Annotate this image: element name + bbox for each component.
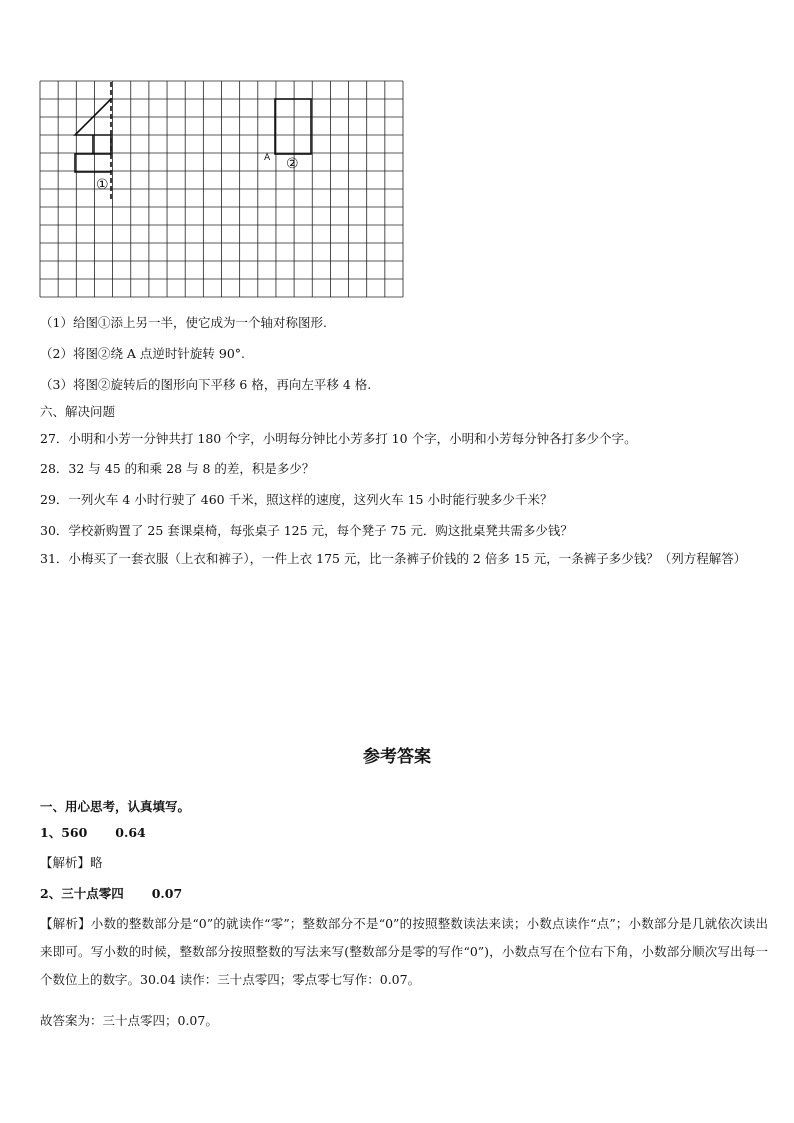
answers-title: 参考答案 <box>363 747 431 767</box>
instruction-2: （2）将图②绕 A 点逆时针旋转 90°. <box>40 346 246 361</box>
problem-28: 28．32 与 45 的和乘 28 与 8 的差，积是多少？ <box>40 461 315 476</box>
label-circle-1: ① <box>96 177 109 193</box>
problem-29: 29．一列火车 4 小时行驶了 460 千米，照这样的速度，这列火车 15 小时能行驶多少千米？ <box>40 492 553 507</box>
answer-1-analysis: 【解析】略 <box>40 855 103 870</box>
shape-2 <box>275 99 311 154</box>
section-6-heading: 六、解决问题 <box>40 404 116 419</box>
shape-2-rect <box>275 99 311 154</box>
problem-27: 27．小明和小芳一分钟共打 180 个字，小明每分钟比小芳多打 10 个字，小明和小芳每分钟各打多少个字。 <box>40 431 637 446</box>
answers-section-1-heading: 一、用心思考，认真填写。 <box>40 799 191 814</box>
problem-30: 30．学校新购置了 25 套课桌椅，每张桌子 125 元，每个凳子 75 元．购这批桌凳共需多少钱？ <box>40 523 573 538</box>
instruction-1: （1）给图①添上另一半，使它成为一个轴对称图形. <box>40 315 327 330</box>
answer-2-conclusion: 故答案为：三十点零四；0.07。 <box>40 1013 218 1028</box>
answer-2-analysis: 【解析】小数的整数部分是“0”的就读作“零”；整数部分不是“0”的按照整数读法来读；小数点读作“点”；小数部分是几就依次读出来即可。写小数的时候，整数部分按照整数的写法来写(整数部分是零的写作“0”)，小数点写在个位右下角，小数部分顺次写出每一个数位上的数字。30.04 读作：三十点零四；零点零七写作：0.07。 <box>40 916 768 987</box>
answer-2-first: 2、三十点零四 <box>40 886 124 901</box>
grid-lines <box>40 81 403 297</box>
answer-1-first: 1、560 <box>40 825 88 840</box>
label-circle-2: ② <box>286 156 299 172</box>
instruction-3: （3）将图②旋转后的图形向下平移 6 格，再向左平移 4 格. <box>40 377 372 392</box>
grid-figure <box>0 0 794 310</box>
problem-31: 31．小梅买了一套衣服（上衣和裤子），一件上衣 175 元，比一条裤子价钱的 2 倍多 15 元，一条裤子多少钱？（列方程解答） <box>40 551 747 566</box>
answer-2-second: 0.07 <box>151 886 183 901</box>
label-A: A <box>264 153 271 163</box>
answer-1-second: 0.64 <box>115 825 146 840</box>
answer-1 <box>40 823 146 841</box>
answer-2 <box>40 884 182 902</box>
